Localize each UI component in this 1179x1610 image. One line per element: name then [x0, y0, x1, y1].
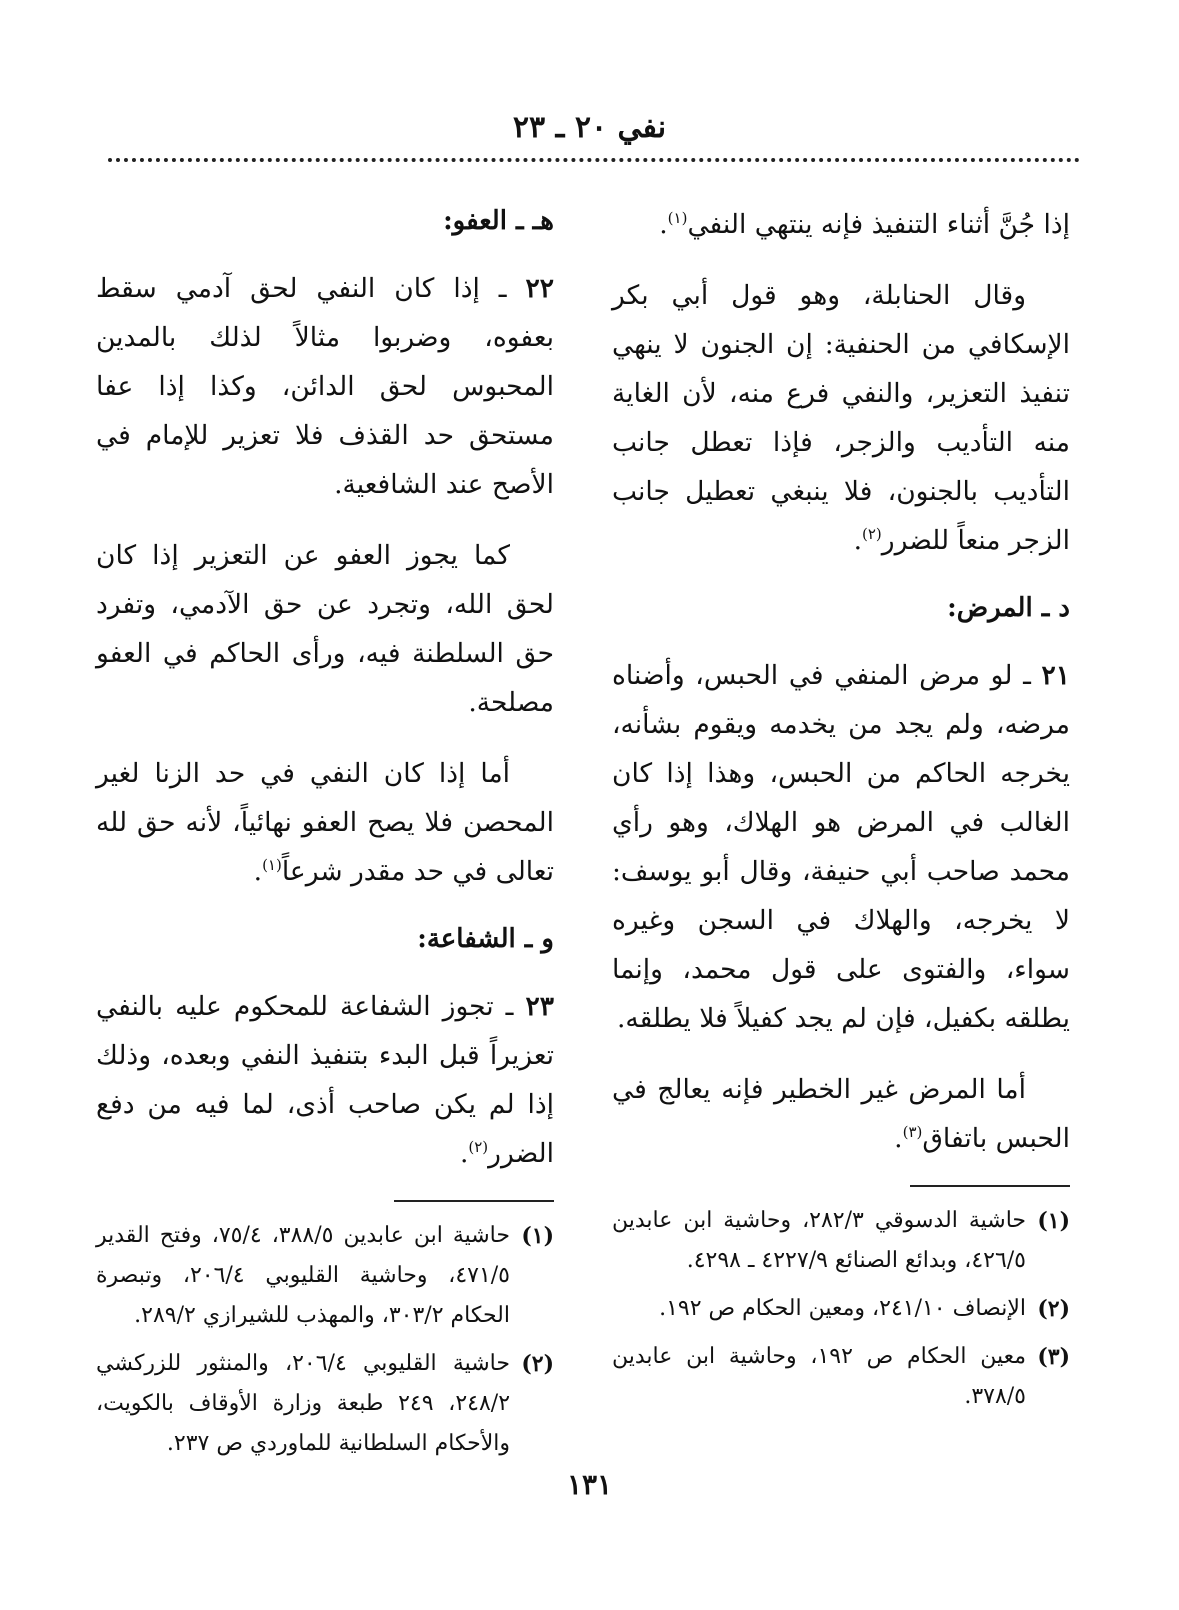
- footnote-mark: (٢): [1037, 1296, 1070, 1322]
- paragraph-end: .: [853, 525, 862, 556]
- paragraph-end: .: [659, 209, 668, 240]
- footnote-text: معين الحكام ص ١٩٢، وحاشية ابن عابدين ٣٧٨/٥.: [612, 1344, 1026, 1409]
- paragraph-text: إذا جُنَّ أثناء التنفيذ فإنه ينتهي النفي: [687, 209, 1070, 240]
- paragraph-text: ـ إذا كان النفي لحق آدمي سقط بعفوه، وضربوا مثالاً لذلك بالمدين المحبوس لحق الدائن، وكذا إذا عفا مستحق حد القذف فلا تعزير للإمام في الأصح عند الشافعية.: [96, 273, 554, 500]
- footnote: [612, 1337, 1070, 1417]
- paragraph-continuation: [612, 200, 1070, 249]
- footnote-mark: (٣): [1037, 1344, 1070, 1370]
- footnote: [96, 1216, 554, 1336]
- section-heading-pardon: هـ ـ العفو:: [443, 206, 554, 236]
- footnote-text: حاشية ابن عابدين ٣٨٨/٥، ٧٥/٤، وفتح القدير ٤٧١/٥، وحاشية القليوبي ٢٠٦/٤، وتبصرة الحكام ٣٠٣/٢، والمهذب للشيرازي ٢٨٩/٢.: [96, 1223, 510, 1328]
- paragraph-hanabila: [612, 271, 1070, 565]
- footnote: [96, 1344, 554, 1464]
- paragraph-text: ـ تجوز الشفاعة للمحكوم عليه بالنفي تعزيراً قبل البدء بتنفيذ النفي وبعده، وذلك إذا لم يكن صاحب أذى، لما فيه من دفع الضرر: [96, 991, 554, 1169]
- footnote-mark: (١): [1037, 1208, 1070, 1234]
- paragraph-text: أما المرض غير الخطير فإنه يعالج في الحبس باتفاق: [612, 1074, 1070, 1154]
- paragraph-text: كما يجوز العفو عن التعزير إذا كان لحق الله، وتجرد عن حق الآدمي، وتفرد حق السلطنة فيه، ورأى الحاكم في العفو مصلحة.: [96, 540, 554, 718]
- footnote-separator: [910, 1185, 1070, 1187]
- paragraph-22: [96, 264, 554, 509]
- footnote-mark: (١): [521, 1223, 554, 1249]
- page-header-title: نفي ٢٠ ـ ٢٣: [512, 110, 667, 145]
- footnote-text: حاشية الدسوقي ٢٨٢/٣، وحاشية ابن عابدين ٤٢٦/٥، وبدائع الصنائع ٤٢٢٧/٩ ـ ٤٢٩٨.: [612, 1208, 1026, 1273]
- footnote-ref: (٢): [468, 1138, 489, 1157]
- paragraph-number: ٢١: [1041, 660, 1070, 691]
- footnote-text: الإنصاف ٢٤١/١٠، ومعين الحكام ص ١٩٢.: [659, 1296, 1026, 1321]
- paragraph-21: [612, 651, 1070, 1043]
- paragraph-text: وقال الحنابلة، وهو قول أبي بكر الإسكافي من الحنفية: إن الجنون لا ينهي تنفيذ التعزير، والنفي فرع منه، لأن الغاية منه التأديب والزجر، فإذا تعطل جانب التأديب بالجنون، فلا ينبغي تعطيل جانب الزجر منعاً للضرر: [612, 280, 1070, 556]
- left-column: [96, 200, 554, 1472]
- paragraph-23: [96, 982, 554, 1178]
- footnote-separator: [394, 1200, 554, 1202]
- paragraph-text: ـ لو مرض المنفي في الحبس، وأضناه مرضه، ولم يجد من يخدمه ويقوم بشأنه، يخرجه الحاكم من الحبس، وهذا إذا كان الغالب في المرض هو الهلاك، وهو رأي محمد صاحب أبي حنيفة، وقال أبو يوسف: لا يخرجه، والهلاك في السجن وغيره سواء، والفتوى على قول محمد، وإنما يطلقه بكفيل، فإن لم يجد كفيلاً فلا يطلقه.: [612, 660, 1070, 1034]
- footnote-ref: (٢): [862, 525, 882, 544]
- paragraph-text: أما إذا كان النفي في حد الزنا لغير المحصن فلا يصح العفو نهائياً، لأنه حق لله تعالى في حد مقدر شرعاً: [96, 758, 554, 887]
- paragraph-number: ٢٣: [525, 991, 554, 1022]
- page-number: ١٣١: [566, 1468, 613, 1501]
- paragraph-end: .: [253, 856, 263, 887]
- footnote: [612, 1289, 1070, 1329]
- footnote-ref: (١): [667, 209, 688, 228]
- section-heading-illness: د ـ المرض:: [947, 593, 1070, 623]
- footnote-ref: (٣): [902, 1123, 923, 1142]
- footnote: [612, 1201, 1070, 1281]
- footnote-ref: (١): [262, 856, 282, 875]
- footnote-mark: (٢): [521, 1351, 554, 1377]
- paragraph-number: ٢٢: [525, 273, 554, 304]
- paragraph-end: .: [459, 1138, 469, 1169]
- paragraph-pardon-right-of-god: [96, 531, 554, 727]
- right-column: [612, 200, 1070, 1425]
- header-dotted-rule: [108, 158, 1080, 162]
- footnote-text: حاشية القليوبي ٢٠٦/٤، والمنثور للزركشي ٢٤٨/٢، ٢٤٩ طبعة وزارة الأوقاف بالكويت، والأحكام السلطانية للماوردي ص ٢٣٧.: [96, 1351, 511, 1456]
- paragraph-minor-illness: [612, 1065, 1070, 1163]
- section-heading-intercession: و ـ الشفاعة:: [417, 924, 554, 954]
- paragraph-end: .: [894, 1123, 903, 1154]
- paragraph-zina: [96, 749, 554, 896]
